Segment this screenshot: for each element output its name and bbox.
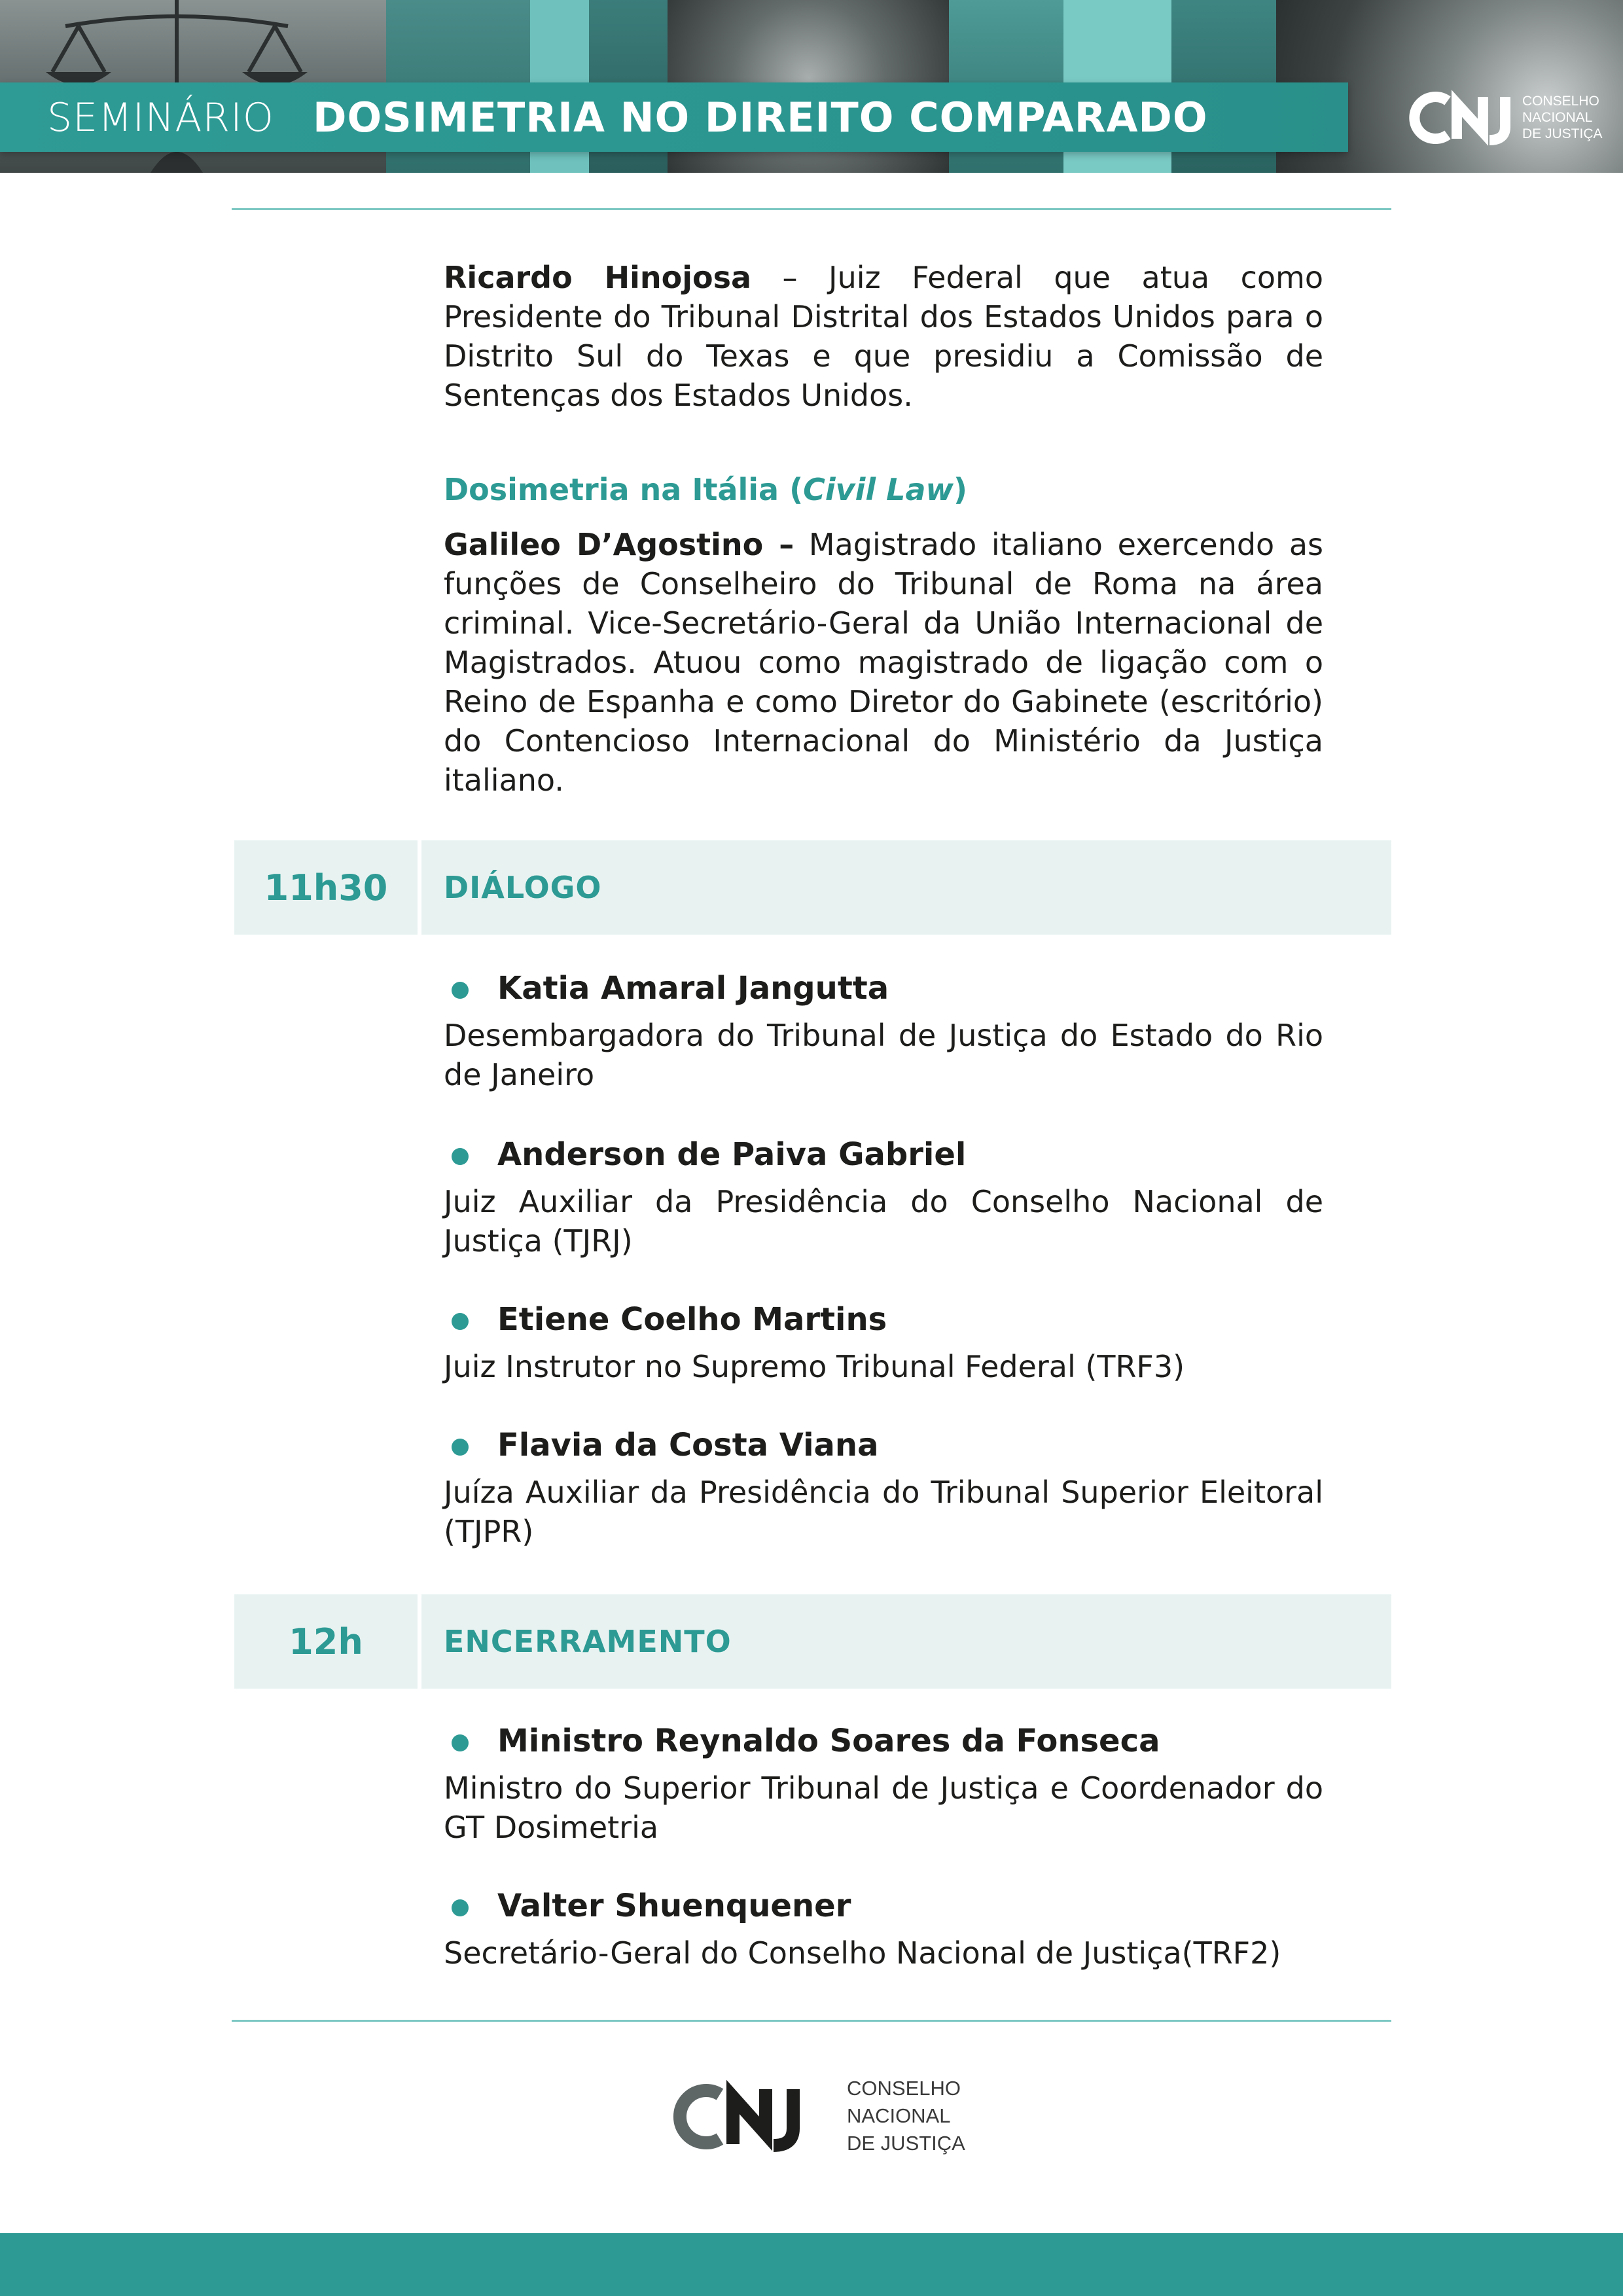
speaker-description: Magistrado italiano exercendo as funções de Conselheiro do Tribunal de Roma na área criminal. Vice-Secretário-Geral da União Internacional de Magistrados. Atuou como magistrado de ligação com o Reino de Espanha e como Diretor do Gabinete (escritório) do Contencioso Internacional do Ministério da Justiça italiano. — [444, 527, 1323, 798]
speaker-description: – Juiz Federal que atua como Presidente do Tribunal Distrital dos Estados Unidos para o Distrito Sul do Texas e que presidiu a Comissão de Sentenças dos Estados Unidos. — [444, 260, 1323, 413]
page-title: DOSIMETRIA NO DIREITO COMPARADO — [313, 94, 1208, 141]
slot-title: DIÁLOGO — [421, 840, 1391, 935]
speaker-name: Katia Amaral Jangutta — [497, 970, 889, 1007]
speaker-name: Etiene Coelho Martins — [497, 1301, 887, 1338]
bullet-dot-icon — [452, 1439, 469, 1456]
speaker-name: Galileo D’Agostino – — [444, 527, 794, 562]
speaker-role: Desembargadora do Tribunal de Justiça do Estado do Rio de Janeiro — [444, 1018, 1323, 1092]
bullet-dot-icon — [452, 1148, 469, 1165]
speaker-name: Valter Shuenquener — [497, 1888, 851, 1924]
slot-time: 12h — [234, 1594, 418, 1689]
heading-italic: Civil Law — [803, 472, 954, 507]
speaker-role: Juíza Auxiliar da Presidência do Tribunal Superior Eleitoral (TJPR) — [444, 1475, 1323, 1549]
header-logo-text — [1522, 93, 1614, 142]
bullet-dot-icon — [452, 1899, 469, 1916]
speaker-role: Juiz Instrutor no Supremo Tribunal Federal (TRF3) — [444, 1349, 1185, 1384]
logo-line: CONSELHO — [1522, 94, 1599, 109]
logo-line: NACIONAL — [847, 2104, 951, 2127]
speaker-role: Secretário-Geral do Conselho Nacional de Justiça(TRF2) — [444, 1935, 1281, 1971]
bottom-divider — [232, 2020, 1391, 2022]
speaker-name: Anderson de Paiva Gabriel — [497, 1136, 967, 1173]
logo-line: DE JUSTIÇA — [847, 2132, 965, 2155]
header-banner — [0, 0, 1623, 173]
footer-logo-text — [847, 2075, 965, 2157]
speaker-role: Juiz Auxiliar da Presidência do Conselho Nacional de Justiça (TJRJ) — [444, 1184, 1323, 1259]
title-seminario: SEMINÁRIO — [47, 95, 274, 141]
bullet-dot-icon — [452, 982, 469, 999]
heading-text: ) — [954, 472, 968, 507]
bullet-dot-icon — [452, 1313, 469, 1330]
speaker-bio-hinojosa — [444, 258, 1323, 415]
heading-text: Dosimetria na Itália ( — [444, 472, 804, 507]
speaker-name: Ministro Reynaldo Soares da Fonseca — [497, 1723, 1160, 1759]
logo-line: CONSELHO — [847, 2077, 961, 2100]
logo-line: NACIONAL — [1522, 110, 1593, 125]
speaker-name: Flavia da Costa Viana — [497, 1427, 879, 1463]
speaker-name: Ricardo Hinojosa — [444, 260, 752, 295]
slot-title: ENCERRAMENTO — [421, 1594, 1391, 1689]
footer-bar — [0, 2233, 1623, 2296]
top-divider — [232, 208, 1391, 210]
speaker-role: Ministro do Superior Tribunal de Justiça e Coordenador do GT Dosimetria — [444, 1770, 1323, 1845]
cnj-logo-icon — [665, 2076, 835, 2157]
bullet-dot-icon — [452, 1734, 469, 1751]
speaker-bio-dagostino — [444, 525, 1323, 800]
logo-line: DE JUSTIÇA — [1522, 126, 1603, 141]
slot-time: 11h30 — [234, 840, 418, 935]
section-heading-italy — [444, 470, 967, 509]
